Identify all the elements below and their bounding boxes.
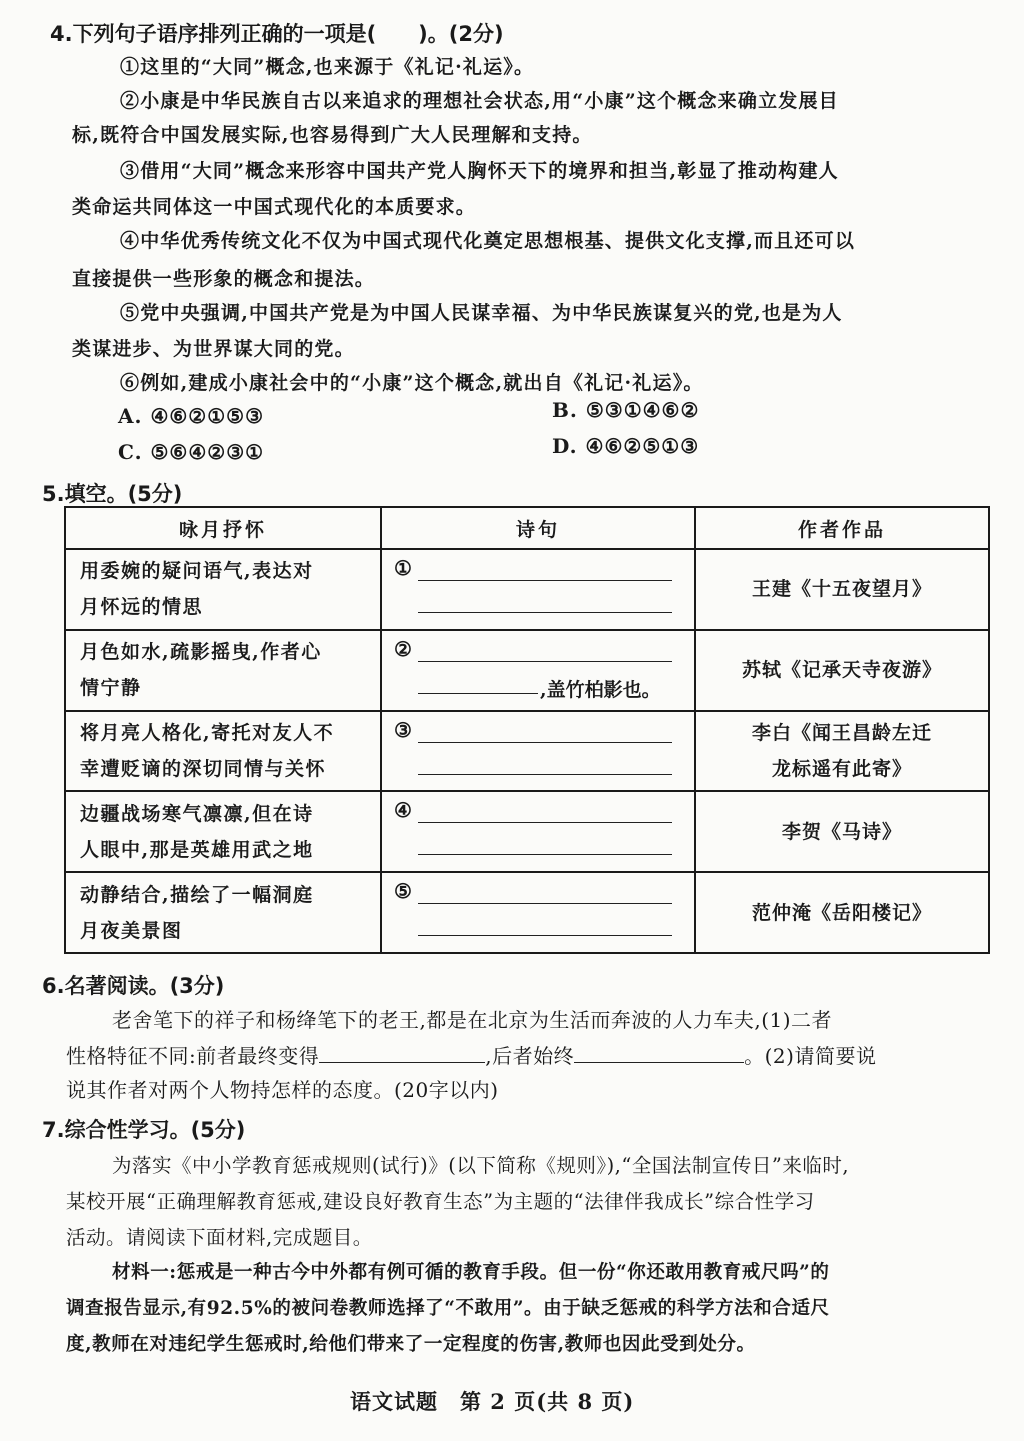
q6-line-2: 性格特征不同:前者最终变得 ,后者始终 。(2)请简要说: [66, 1044, 877, 1068]
answer-cell-1[interactable]: ①: [381, 549, 695, 630]
header-verse: 诗句: [381, 507, 695, 549]
q4-sentence-2b: 标,既符合中国发展实际,也容易得到广大人民理解和支持。: [72, 124, 593, 146]
page-footer: 语文试题 第 2 页(共 8 页): [350, 1389, 635, 1414]
row-work: 王建《十五夜望月》: [695, 549, 989, 630]
table-row: [65, 630, 989, 711]
answer-blank[interactable]: [418, 854, 672, 855]
q4-sentence-1: ①这里的“大同”概念,也来源于《礼记·礼运》。: [120, 56, 535, 78]
header-author-work: 作者作品: [695, 507, 989, 549]
row-work: 范仲淹《岳阳楼记》: [695, 872, 989, 953]
q6-line-1: 老舍笔下的祥子和杨绛笔下的老王,都是在北京为生活而奔波的人力车夫,(1)二者: [112, 1008, 833, 1032]
answer-cell-4[interactable]: ④: [381, 791, 695, 872]
q4-option-d[interactable]: D. ④⑥②⑤①③: [552, 434, 700, 458]
answer-cell-5[interactable]: ⑤: [381, 872, 695, 953]
q7-material-1b: 调查报告显示,有92.5%的被问卷教师选择了“不敢用”。由于缺乏惩戒的科学方法和合适尺: [66, 1298, 830, 1319]
q4-sentence-3a: ③借用“大同”概念来形容中国共产党人胸怀天下的境界和担当,彰显了推动构建人: [120, 160, 839, 182]
verse-tail: ,盖竹柏影也。: [540, 678, 661, 701]
row-description: 边疆战场寒气凛凛,但在诗 人眼中,那是英雄用武之地: [65, 791, 381, 872]
table-row: [65, 711, 989, 792]
q4-sentence-5b: 类谋进步、为世界谋大同的党。: [72, 338, 355, 360]
q6-line-3: 说其作者对两个人物持怎样的态度。(20字以内): [66, 1078, 499, 1102]
table-row: [65, 872, 989, 953]
q7-title: 7.综合性学习。(5分): [42, 1118, 246, 1142]
q7-para-1c: 活动。请阅读下面材料,完成题目。: [66, 1226, 373, 1249]
q4-sentence-6: ⑥例如,建成小康社会中的“小康”这个概念,就出自《礼记·礼运》。: [120, 372, 704, 394]
answer-cell-2[interactable]: ② ,盖竹柏影也。: [381, 630, 695, 711]
q4-title: 4.下列句子语序排列正确的一项是( )。(2分): [50, 22, 504, 46]
q4-option-b[interactable]: B. ⑤③①④⑥②: [552, 398, 700, 422]
answer-blank[interactable]: [418, 580, 672, 581]
q4-sentence-4a: ④中华优秀传统文化不仅为中国式现代化奠定思想根基、提供文化支撑,而且还可以: [120, 230, 856, 252]
row-description: 动静结合,描绘了一幅洞庭 月夜美景图: [65, 872, 381, 953]
q7-material-1a: 材料一:惩戒是一种古今中外都有例可循的教育手段。但一份“你还敢用教育戒尺吗”的: [112, 1262, 830, 1283]
row-work: 李白《闻王昌龄左迁 龙标遥有此寄》: [695, 711, 989, 792]
fill-in-table: [64, 506, 990, 954]
q4-sentence-4b: 直接提供一些形象的概念和提法。: [72, 268, 376, 290]
row-description: 月色如水,疏影摇曳,作者心 情宁静: [65, 630, 381, 711]
answer-blank[interactable]: [418, 693, 538, 694]
q7-para-1b: 某校开展“正确理解教育惩戒,建设良好教育生态”为主题的“法律伴我成长”综合性学习: [66, 1190, 815, 1213]
q7-material-1c: 度,教师在对违纪学生惩戒时,给他们带来了一定程度的伤害,教师也因此受到处分。: [66, 1334, 756, 1355]
q4-sentence-2a: ②小康是中华民族自古以来追求的理想社会状态,用“小康”这个概念来确立发展目: [120, 90, 839, 112]
q6-title: 6.名著阅读。(3分): [42, 974, 225, 998]
answer-blank[interactable]: [418, 661, 672, 662]
answer-blank[interactable]: [418, 612, 672, 613]
table-row: [65, 549, 989, 630]
q4-sentence-5a: ⑤党中央强调,中国共产党是为中国人民谋幸福、为中华民族谋复兴的党,也是为人: [120, 302, 843, 324]
q4-option-a[interactable]: A. ④⑥②①⑤③: [118, 404, 265, 428]
q6-blank-2[interactable]: [574, 1062, 744, 1063]
row-description: 将月亮人格化,寄托对友人不 幸遭贬谪的深切同情与关怀: [65, 711, 381, 792]
q7-para-1a: 为落实《中小学教育惩戒规则(试行)》(以下简称《规则》),“全国法制宣传日”来临时,: [112, 1154, 850, 1177]
table-row: [65, 791, 989, 872]
answer-blank[interactable]: [418, 935, 672, 936]
row-work: 苏轼《记承天寺夜游》: [695, 630, 989, 711]
row-work: 李贺《马诗》: [695, 791, 989, 872]
table-header-row: [65, 507, 989, 549]
answer-cell-3[interactable]: ③: [381, 711, 695, 792]
answer-blank[interactable]: [418, 903, 672, 904]
q4-sentence-3b: 类命运共同体这一中国式现代化的本质要求。: [72, 196, 477, 218]
answer-blank[interactable]: [418, 774, 672, 775]
answer-blank[interactable]: [418, 742, 672, 743]
answer-blank[interactable]: [418, 822, 672, 823]
row-description: 用委婉的疑问语气,表达对 月怀远的情思: [65, 549, 381, 630]
header-theme: 咏月抒怀: [65, 507, 381, 549]
q4-option-c[interactable]: C. ⑤⑥④②③①: [118, 440, 265, 464]
q5-title: 5.填空。(5分): [42, 482, 183, 506]
q6-blank-1[interactable]: [319, 1062, 485, 1063]
